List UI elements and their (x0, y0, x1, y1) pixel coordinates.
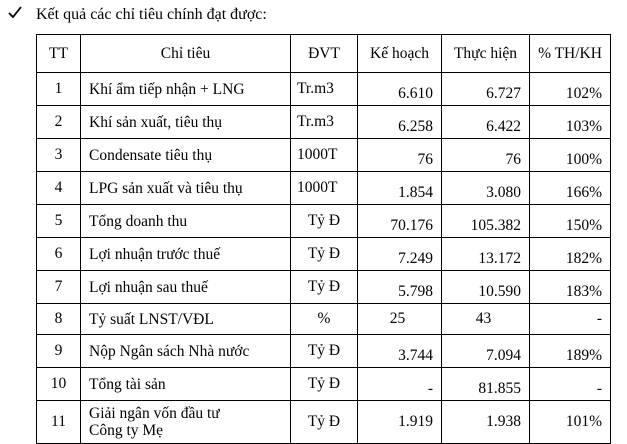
row-plan: 7.249 (358, 238, 442, 271)
header-indicator: Chỉ tiêu (81, 35, 291, 73)
row-unit: % (291, 304, 358, 335)
row-number: 10 (37, 368, 81, 401)
table-row (37, 335, 611, 368)
row-indicator (81, 401, 291, 444)
header-percent: % TH/KH (530, 35, 611, 73)
row-unit: Tỷ Đ (291, 335, 358, 368)
row-number: 2 (37, 106, 81, 139)
row-plan: 70.176 (358, 205, 442, 238)
row-actual: 6.422 (442, 106, 530, 139)
row-unit: Tỷ Đ (291, 238, 358, 271)
row-indicator: Lợi nhuận trước thuế (81, 238, 291, 271)
row-plan: 5.798 (358, 271, 442, 304)
heading-text: Kết quả các chỉ tiêu chính đạt được: (36, 6, 267, 23)
row-percent: 102% (530, 73, 611, 106)
row-actual: 13.172 (442, 238, 530, 271)
row-number: 3 (37, 139, 81, 172)
row-actual: 81.855 (442, 368, 530, 401)
row-percent: 101% (530, 401, 611, 444)
row-actual: 43 (442, 304, 530, 335)
table-row (37, 73, 611, 106)
header-plan: Kế hoạch (358, 35, 442, 73)
table-row (37, 139, 611, 172)
row-indicator: Tổng doanh thu (81, 205, 291, 238)
row-unit: Tỷ Đ (291, 205, 358, 238)
row-unit: Tr.m3 (291, 106, 358, 139)
row-percent: - (530, 368, 611, 401)
row-percent: 100% (530, 139, 611, 172)
row-indicator: Condensate tiêu thụ (81, 139, 291, 172)
row-actual: 6.727 (442, 73, 530, 106)
row-percent: 103% (530, 106, 611, 139)
row-plan: 1.854 (358, 172, 442, 205)
row-plan: 3.744 (358, 335, 442, 368)
row-plan: 6.258 (358, 106, 442, 139)
table-row (37, 205, 611, 238)
row-indicator: Lợi nhuận sau thuế (81, 271, 291, 304)
row-indicator: Tỷ suất LNST/VĐL (81, 304, 291, 335)
table-row (37, 106, 611, 139)
row-percent: 183% (530, 271, 611, 304)
table-row (37, 271, 611, 304)
row-plan: 76 (358, 139, 442, 172)
table-header-row (37, 35, 611, 73)
row-plan: 1.919 (358, 401, 442, 444)
row-percent: 150% (530, 205, 611, 238)
row-actual: 76 (442, 139, 530, 172)
row-unit: 1000T (291, 139, 358, 172)
row-number: 8 (37, 304, 81, 335)
row-number: 1 (37, 73, 81, 106)
row-unit: Tỷ Đ (291, 401, 358, 444)
row-actual: 10.590 (442, 271, 530, 304)
row-unit: Tỷ Đ (291, 271, 358, 304)
row-unit: 1000T (291, 172, 358, 205)
row-number: 5 (37, 205, 81, 238)
row-number: 9 (37, 335, 81, 368)
row-actual: 3.080 (442, 172, 530, 205)
row-indicator: Khí sản xuất, tiêu thụ (81, 106, 291, 139)
table-row (37, 368, 611, 401)
header-tt: TT (37, 35, 81, 73)
row-percent: 182% (530, 238, 611, 271)
section-heading (8, 5, 267, 25)
row-indicator: Tổng tài sản (81, 368, 291, 401)
row-plan: 6.610 (358, 73, 442, 106)
header-actual: Thực hiện (442, 35, 530, 73)
row-indicator: LPG sản xuất và tiêu thụ (81, 172, 291, 205)
row-percent: 189% (530, 335, 611, 368)
table-row (37, 401, 611, 444)
row-unit: Tỷ Đ (291, 368, 358, 401)
row-indicator-line-2: Công ty Mẹ (89, 422, 164, 439)
row-number: 7 (37, 271, 81, 304)
row-indicator-line-1: Giải ngân vốn đầu tư (89, 405, 220, 422)
row-number: 6 (37, 238, 81, 271)
row-indicator: Khí ẩm tiếp nhận + LNG (81, 73, 291, 106)
row-percent: - (530, 304, 611, 335)
row-number: 11 (37, 401, 81, 444)
table-row (37, 172, 611, 205)
table-row (37, 238, 611, 271)
row-actual: 1.938 (442, 401, 530, 444)
row-actual: 7.094 (442, 335, 530, 368)
row-percent: 166% (530, 172, 611, 205)
header-unit: ĐVT (291, 35, 358, 73)
check-mark-icon (8, 5, 24, 25)
row-unit: Tr.m3 (291, 73, 358, 106)
row-number: 4 (37, 172, 81, 205)
results-table (36, 34, 611, 444)
row-plan: - (358, 368, 442, 401)
table-row (37, 304, 611, 335)
row-actual: 105.382 (442, 205, 530, 238)
row-indicator: Nộp Ngân sách Nhà nước (81, 335, 291, 368)
row-plan: 25 (358, 304, 442, 335)
